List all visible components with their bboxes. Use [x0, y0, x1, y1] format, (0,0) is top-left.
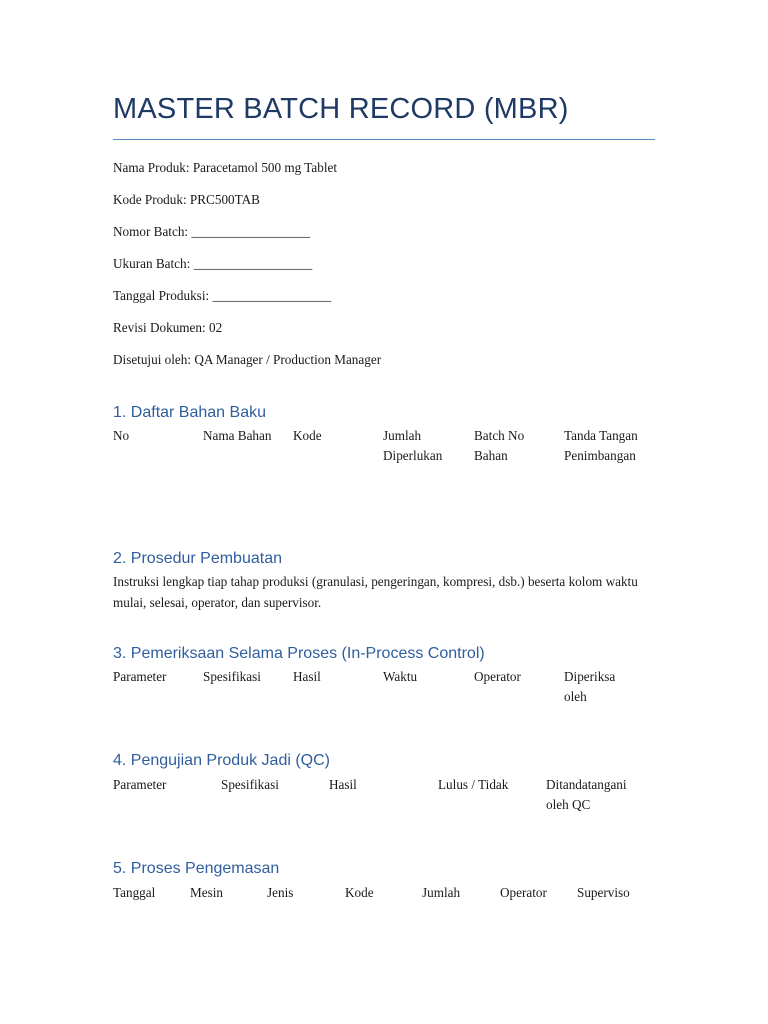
column-header: Operator	[474, 669, 521, 684]
column-header: Jenis	[267, 885, 294, 900]
column-header: Tanda Tangan Penimbangan	[564, 428, 638, 463]
column-header: Hasil	[329, 777, 357, 792]
column-header: Nama Bahan	[203, 428, 272, 443]
column-header: Hasil	[293, 669, 321, 684]
column-header: Diperiksa oleh	[564, 669, 616, 704]
column-header: Spesifikasi	[221, 777, 279, 792]
column-header: Tanggal	[113, 885, 156, 900]
column-header: No	[113, 428, 130, 443]
procedure-description: Instruksi lengkap tiap tahap produksi (granulasi, pengeringan, kompresi, dsb.) beserta kolom waktu mulai, selesai, operator, dan supervisor.	[113, 574, 638, 610]
production-date: Tanggal Produksi: __________________	[113, 288, 332, 303]
batch-number: Nomor Batch: __________________	[113, 224, 311, 239]
column-header: Operator	[500, 885, 547, 900]
section-heading-in-process-control: 3. Pemeriksaan Selama Proses (In-Process Control)	[113, 645, 485, 662]
document-title: MASTER BATCH RECORD (MBR)	[113, 93, 569, 125]
column-header: Spesifikasi	[203, 669, 261, 684]
batch-size: Ukuran Batch: __________________	[113, 256, 313, 271]
column-header: Parameter	[113, 669, 167, 684]
title-underline	[113, 139, 655, 140]
column-header: Superviso	[577, 885, 630, 900]
approved-by: Disetujui oleh: QA Manager / Production Manager	[113, 352, 382, 367]
column-header: Mesin	[190, 885, 223, 900]
document-revision: Revisi Dokumen: 02	[113, 320, 223, 335]
section-heading-packaging: 5. Proses Pengemasan	[113, 860, 280, 877]
product-code: Kode Produk: PRC500TAB	[113, 192, 260, 207]
column-header: Batch No Bahan	[474, 428, 525, 463]
column-header: Waktu	[383, 669, 418, 684]
section-heading-procedure: 2. Prosedur Pembuatan	[113, 550, 282, 567]
section-heading-qc-testing: 4. Pengujian Produk Jadi (QC)	[113, 752, 330, 769]
column-header: Jumlah	[422, 885, 461, 900]
column-header: Ditandatangani oleh QC	[546, 777, 627, 812]
column-header: Parameter	[113, 777, 167, 792]
column-header: Kode	[293, 428, 322, 443]
product-name: Nama Produk: Paracetamol 500 mg Tablet	[113, 160, 338, 175]
column-header: Kode	[345, 885, 374, 900]
section-heading-raw-materials: 1. Daftar Bahan Baku	[113, 404, 266, 421]
column-header: Lulus / Tidak	[438, 777, 509, 792]
column-header: Jumlah Diperlukan	[383, 428, 443, 463]
